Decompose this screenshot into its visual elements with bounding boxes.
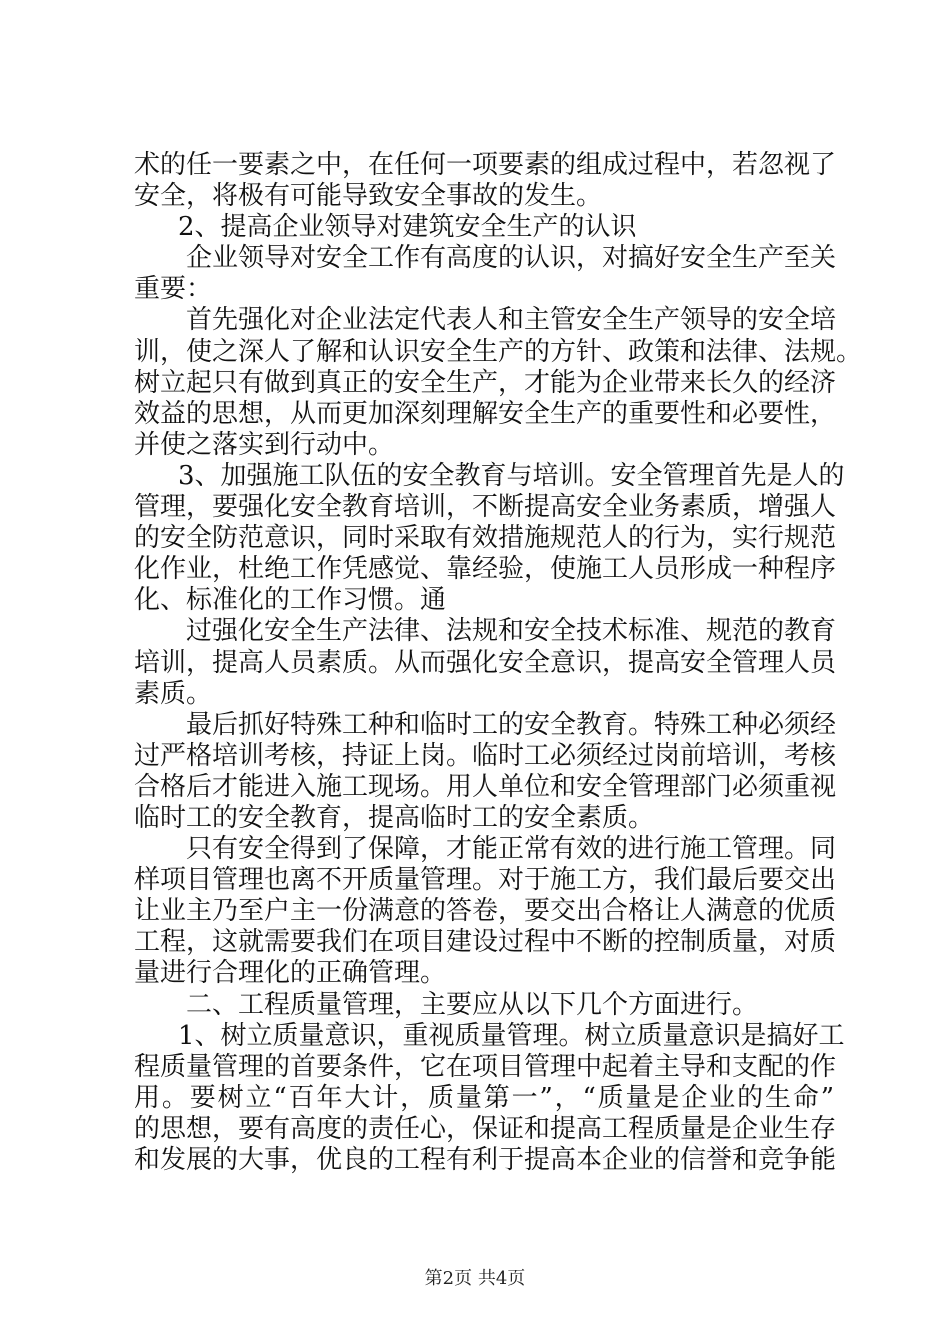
text-line: 重要：: [134, 274, 213, 305]
text-line: 术的任一要素之中，在任何一项要素的组成过程中，若忽视了: [134, 150, 837, 180]
text-line: 临时工的安全教育，提高临时工的安全素质。: [134, 802, 655, 833]
text-line: 管理，要强化安全教育培训，不断提高安全业务素质，增强人: [134, 492, 837, 523]
text-line: 工程，这就需要我们在项目建设过程中不断的控制质量，对质: [134, 927, 837, 958]
document-body: [134, 150, 863, 1176]
page-number-footer: 第2页 共4页: [424, 1268, 526, 1289]
text-line: 用。要树立“百年大计，质量第一”，“质量是企业的生命”: [134, 1082, 834, 1113]
text-line: 企业领导对安全工作有高度的认识，对搞好安全生产至关: [186, 243, 837, 274]
text-line: 程质量管理的首要条件，它在项目管理中起着主导和支配的作: [134, 1051, 837, 1082]
text-line: 训，使之深人了解和认识安全生产的方针、政策和法律、法规。: [134, 336, 863, 367]
text-line: 样项目管理也离不开质量管理。对于施工方，我们最后要交出: [134, 865, 837, 896]
text-line: 树立起只有做到真正的安全生产，才能为企业带来长久的经济: [134, 367, 837, 398]
text-line: 让业主乃至户主一份满意的答卷，要交出合格让人满意的优质: [134, 896, 837, 927]
text-line: 素质。: [134, 678, 213, 709]
text-line: 并使之落实到行动中。: [134, 429, 395, 460]
section-heading: 3、加强施工队伍的安全教育与培训。安全管理首先是人的: [178, 460, 845, 491]
text-line: 最后抓好特殊工种和临时工的安全教育。特殊工种必须经: [186, 709, 837, 740]
section-heading: 1、树立质量意识，重视质量管理。树立质量意识是搞好工: [178, 1020, 845, 1051]
text-line: 培训，提高人员素质。从而强化安全意识，提高安全管理人员: [134, 647, 837, 678]
text-line: 只有安全得到了保障，才能正常有效的进行施工管理。同: [186, 834, 837, 865]
text-line: 量进行合理化的正确管理。: [134, 958, 447, 989]
text-line: 的思想，要有高度的责任心，保证和提高工程质量是企业生存: [134, 1113, 837, 1144]
text-line: 首先强化对企业法定代表人和主管安全生产领导的安全培: [186, 305, 837, 336]
text-line: 过严格培训考核，持证上岗。临时工必须经过岗前培训，考核: [134, 740, 837, 771]
section-heading: 二、工程质量管理，主要应从以下几个方面进行。: [186, 989, 759, 1020]
text-line: 过强化安全生产法律、法规和安全技术标准、规范的教育: [186, 616, 837, 647]
text-line: 的安全防范意识，同时采取有效措施规范人的行为，实行规范: [134, 523, 837, 554]
text-line: 效益的思想，从而更加深刻理解安全生产的重要性和必要性，: [134, 398, 837, 429]
text-line: 合格后才能进入施工现场。用人单位和安全管理部门必须重视: [134, 771, 837, 802]
text-line: 化作业，杜绝工作凭感觉、靠经验，使施工人员形成一种程序: [134, 554, 837, 585]
text-line: 和发展的大事，优良的工程有利于提高本企业的信誉和竞争能: [134, 1145, 837, 1175]
text-line: 安全，将极有可能导致安全事故的发生。: [134, 181, 603, 212]
section-heading: 2、提高企业领导对建筑安全生产的认识: [178, 212, 637, 243]
text-line: 化、标准化的工作习惯。通: [134, 585, 447, 616]
